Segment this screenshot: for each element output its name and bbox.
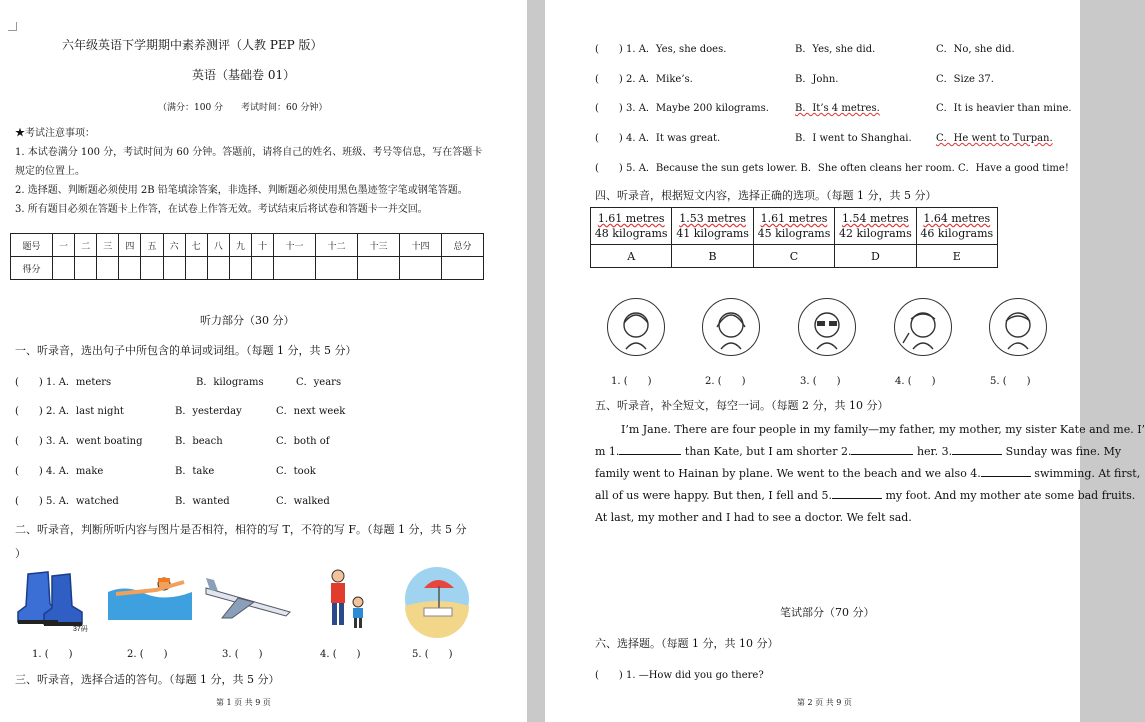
blank-3-input[interactable]: [952, 444, 1002, 455]
s1-item-3-b: B．beach: [175, 436, 223, 447]
score-header-cell: 九: [229, 234, 251, 257]
portrait-girl-1: [607, 298, 665, 356]
passage-text: swimming. At first,: [1030, 467, 1141, 480]
s1-item-3-c: C．both of: [276, 436, 330, 447]
son-head: [353, 597, 363, 607]
s3-item-4-b: B．I went to Shanghai.: [795, 133, 912, 144]
blank-1-input[interactable]: [619, 444, 681, 455]
hw-label: A: [591, 245, 672, 268]
blank-4-input[interactable]: [981, 466, 1031, 477]
father-leg: [332, 603, 337, 625]
score-cell[interactable]: [185, 257, 207, 280]
s2-blank-2[interactable]: 2. ( ): [127, 649, 168, 660]
cloze-passage: [595, 419, 1145, 529]
section-2-title: 二、听录音，判断所听内容与图片是否相符，相符的写 T，不符的写 F。（每题 1 分，共 5 分: [15, 523, 467, 536]
score-cell[interactable]: [97, 257, 119, 280]
score-header-cell: 五: [141, 234, 163, 257]
airplane-wing: [222, 598, 254, 618]
hw-label-row: [591, 245, 998, 268]
s1-item-2-b: B．yesterday: [175, 406, 242, 417]
score-header-cell: 十一: [274, 234, 316, 257]
s3-item-3-c: C．It is heavier than mine.: [936, 103, 1072, 114]
s3-item-4: ( ) 4. A．It was great.: [595, 133, 721, 144]
hw-cell-d: [835, 208, 916, 245]
father-leg: [339, 603, 344, 625]
notice-1a: 1. 本试卷满分 100 分，考试时间为 60 分钟。答题前，请将自己的姓名、班级、考号等信息，写在答题卡: [15, 147, 483, 158]
passage-text: all of us were happy. But then, I fell and 5.: [595, 489, 832, 502]
section-1-title: 一、听录音，选出句子中所包含的单词或词组。（每题 1 分，共 5 分）: [15, 344, 357, 357]
hw-height: 1.53 metres: [679, 212, 746, 225]
score-header-cell: 十四: [399, 234, 441, 257]
score-header-cell: 十: [251, 234, 273, 257]
hw-label: C: [753, 245, 834, 268]
section-3-title: 三、听录音，选择合适的答句。（每题 1 分，共 5 分）: [15, 673, 280, 686]
score-cell[interactable]: [274, 257, 316, 280]
face-icon: [895, 299, 951, 355]
father-head: [332, 570, 344, 582]
hw-weight: 45 kilograms: [757, 227, 831, 240]
s3-item-3-b: B．It’s 4 metres.: [795, 103, 880, 114]
beach-picture: [404, 566, 470, 632]
score-cell[interactable]: [251, 257, 273, 280]
s1-item-1-b: B．kilograms: [196, 377, 264, 388]
s1-item-4-c: C．took: [276, 466, 316, 477]
face-icon: [703, 299, 759, 355]
swimmer-arm: [116, 582, 184, 594]
s1-item-2-c: C．next week: [276, 406, 346, 417]
score-cell[interactable]: [399, 257, 441, 280]
listening-section-title: 听力部分（30 分）: [200, 314, 295, 327]
s1-item-3: ( ) 3. A．went boating: [15, 436, 143, 447]
airplane-picture: [202, 574, 296, 622]
swimmer-picture: [106, 572, 194, 622]
hw-cell-a: [591, 208, 672, 245]
hw-label: B: [672, 245, 753, 268]
son-leg: [354, 618, 357, 628]
s3-item-1: ( ) 1. A．Yes, she does.: [595, 44, 727, 55]
hw-cell-c: [753, 208, 834, 245]
hw-weight: 46 kilograms: [920, 227, 994, 240]
score-table-header-row: [11, 234, 484, 257]
page-1: [0, 0, 527, 722]
face-icon: [799, 299, 855, 355]
passage-line-4: [595, 485, 1136, 507]
s2-blank-1[interactable]: 1. ( ): [32, 649, 73, 660]
passage-text: her. 3.: [913, 445, 953, 458]
portrait-boy: [989, 298, 1047, 356]
crop-mark: [8, 22, 17, 31]
notice-3: 3. 所有题目必须在答题卡上作答，在试卷上作答无效。考试结束后将试卷和答题卡一并交回。: [15, 204, 428, 215]
face-icon: [990, 299, 1046, 355]
notice-1b: 规定的位置上。: [15, 166, 85, 177]
s3-item-2-c: C．Size 37.: [936, 74, 994, 85]
score-header-cell: 四: [119, 234, 141, 257]
score-header-cell: 二: [75, 234, 97, 257]
passage-line-5: At last, my mother and I had to see a doctor. We felt sad.: [595, 511, 912, 524]
score-cell[interactable]: [358, 257, 400, 280]
notice-title: ★考试注意事项：: [15, 128, 95, 139]
score-cell[interactable]: [141, 257, 163, 280]
s6-item-1: ( ) 1. —How did you go there?: [595, 670, 764, 681]
s3-item-3: ( ) 3. A．Maybe 200 kilograms.: [595, 103, 769, 114]
swim-cap: [158, 578, 170, 582]
score-cell[interactable]: [229, 257, 251, 280]
hw-cell-e: [916, 208, 997, 245]
s4-blank-2[interactable]: 2. ( ): [705, 376, 746, 387]
s3-item-1-b: B．Yes, she did.: [795, 44, 876, 55]
blank-2-input[interactable]: [851, 444, 913, 455]
score-cell[interactable]: [163, 257, 185, 280]
score-table: [10, 233, 484, 280]
s3-item-1-c: C．No, she did.: [936, 44, 1015, 55]
hw-height: 1.61 metres: [597, 212, 665, 225]
score-header-cell: 八: [207, 234, 229, 257]
score-header-cell: 三: [97, 234, 119, 257]
s1-item-1: ( ) 1. A．meters: [15, 377, 112, 388]
section-4-title: 四、听录音，根据短文内容，选择正确的选项。（每题 1 分，共 5 分）: [595, 189, 937, 202]
s1-item-5-c: C．walked: [276, 496, 330, 507]
score-cell[interactable]: [207, 257, 229, 280]
score-cell[interactable]: [52, 257, 74, 280]
s3-item-2-b: B．John.: [795, 74, 839, 85]
passage-line-2: [595, 441, 1122, 463]
hw-height: 1.61 metres: [760, 212, 828, 225]
s3-item-4-c: C．He went to Turpan.: [936, 133, 1053, 144]
page-2: [545, 0, 1145, 722]
s1-item-4-b: B．take: [175, 466, 215, 477]
score-header-cell: 十三: [358, 234, 400, 257]
score-cell[interactable]: [75, 257, 97, 280]
section-6-title: 六、选择题。（每题 1 分，共 10 分）: [595, 637, 779, 650]
hw-height: 1.64 metres: [923, 212, 991, 225]
hw-label: D: [835, 245, 916, 268]
beach-sand: [405, 601, 469, 638]
exam-title: 六年级英语下学期期中素养测评（人教 PEP 版）: [62, 38, 323, 52]
shoe-size-label: 37码: [73, 626, 88, 633]
score-table-score-row: [11, 257, 484, 280]
boot-sole: [18, 620, 58, 624]
passage-text: than Kate, but I am shorter 2.: [681, 445, 852, 458]
page-footer: 第 1 页 共 9 页: [216, 698, 271, 707]
s4-blank-1[interactable]: 1. ( ): [611, 376, 652, 387]
s2-blank-5[interactable]: 5. ( ): [412, 649, 453, 660]
exam-meta: （满分：100 分 考试时间：60 分钟）: [158, 103, 328, 113]
portrait-boy-glasses: [798, 298, 856, 356]
s1-item-1-c: C．years: [296, 377, 342, 388]
portrait-boy-waving: [894, 298, 952, 356]
s2-blank-4[interactable]: 4. ( ): [320, 649, 361, 660]
exam-subtitle: 英语（基础卷 01）: [192, 68, 296, 82]
score-header-cell: 七: [185, 234, 207, 257]
hw-label: E: [916, 245, 997, 268]
beach-chair: [424, 608, 452, 616]
s4-blank-4[interactable]: 4. ( ): [895, 376, 936, 387]
face-icon: [608, 299, 664, 355]
hw-weight: 48 kilograms: [594, 227, 668, 240]
passage-text: Sunday was fine. My: [1002, 445, 1122, 458]
son-shirt: [353, 608, 363, 618]
score-cell[interactable]: [119, 257, 141, 280]
height-weight-table: [590, 207, 998, 268]
s3-item-5: ( ) 5. A．Because the sun gets lower. B．She often cleans her room. C．Have a good time!: [595, 163, 1069, 174]
son-leg: [359, 618, 362, 628]
page-footer: 第 2 页 共 9 页: [797, 698, 852, 707]
s4-blank-5[interactable]: 5. ( ): [990, 376, 1031, 387]
hw-weight: 41 kilograms: [676, 227, 749, 240]
s1-item-4: ( ) 4. A．make: [15, 466, 104, 477]
father-shirt: [331, 583, 345, 603]
score-header-cell: 题号: [11, 234, 53, 257]
s4-blank-3[interactable]: 3. ( ): [800, 376, 841, 387]
notice-2: 2. 选择题、判断题必须使用 2B 铅笔填涂答案，非选择、判断题必须使用黑色墨迹签字笔或钢笔答题。: [15, 185, 468, 196]
hw-cell-b: [672, 208, 753, 245]
score-header-cell: 总分: [441, 234, 483, 257]
passage-text: my foot. And my mother ate some bad fruits.: [881, 489, 1136, 502]
section-5-title: 五、听录音，补全短文，每空一词。（每题 2 分，共 10 分）: [595, 399, 889, 412]
passage-text: m 1.: [595, 445, 620, 458]
portrait-girl-2: [702, 298, 760, 356]
score-row-label: 得分: [11, 257, 53, 280]
s1-item-5-b: B．wanted: [175, 496, 230, 507]
hw-data-row: [591, 208, 998, 245]
blank-5-input[interactable]: [832, 488, 882, 499]
score-header-cell: 一: [52, 234, 74, 257]
s1-item-2: ( ) 2. A．last night: [15, 406, 124, 417]
passage-text: family went to Hainan by plane. We went to the beach and we also 4.: [595, 467, 981, 480]
passage-line-1: I’m Jane. There are four people in my family—my father, my mother, my sister Kate and me. I’: [621, 423, 1145, 436]
hw-weight: 42 kilograms: [838, 227, 912, 240]
passage-line-3: [595, 463, 1141, 485]
score-cell[interactable]: [316, 257, 358, 280]
s2-blank-3[interactable]: 3. ( ): [222, 649, 263, 660]
score-header-cell: 六: [163, 234, 185, 257]
section-2-title-end: ）: [15, 547, 26, 560]
s1-item-5: ( ) 5. A．watched: [15, 496, 119, 507]
father-son-picture: [322, 568, 372, 630]
hw-height: 1.54 metres: [841, 212, 909, 225]
written-section-title: 笔试部分（70 分）: [780, 606, 875, 619]
s3-item-2: ( ) 2. A．Mike’s.: [595, 74, 693, 85]
score-header-cell: 十二: [316, 234, 358, 257]
score-cell[interactable]: [441, 257, 483, 280]
